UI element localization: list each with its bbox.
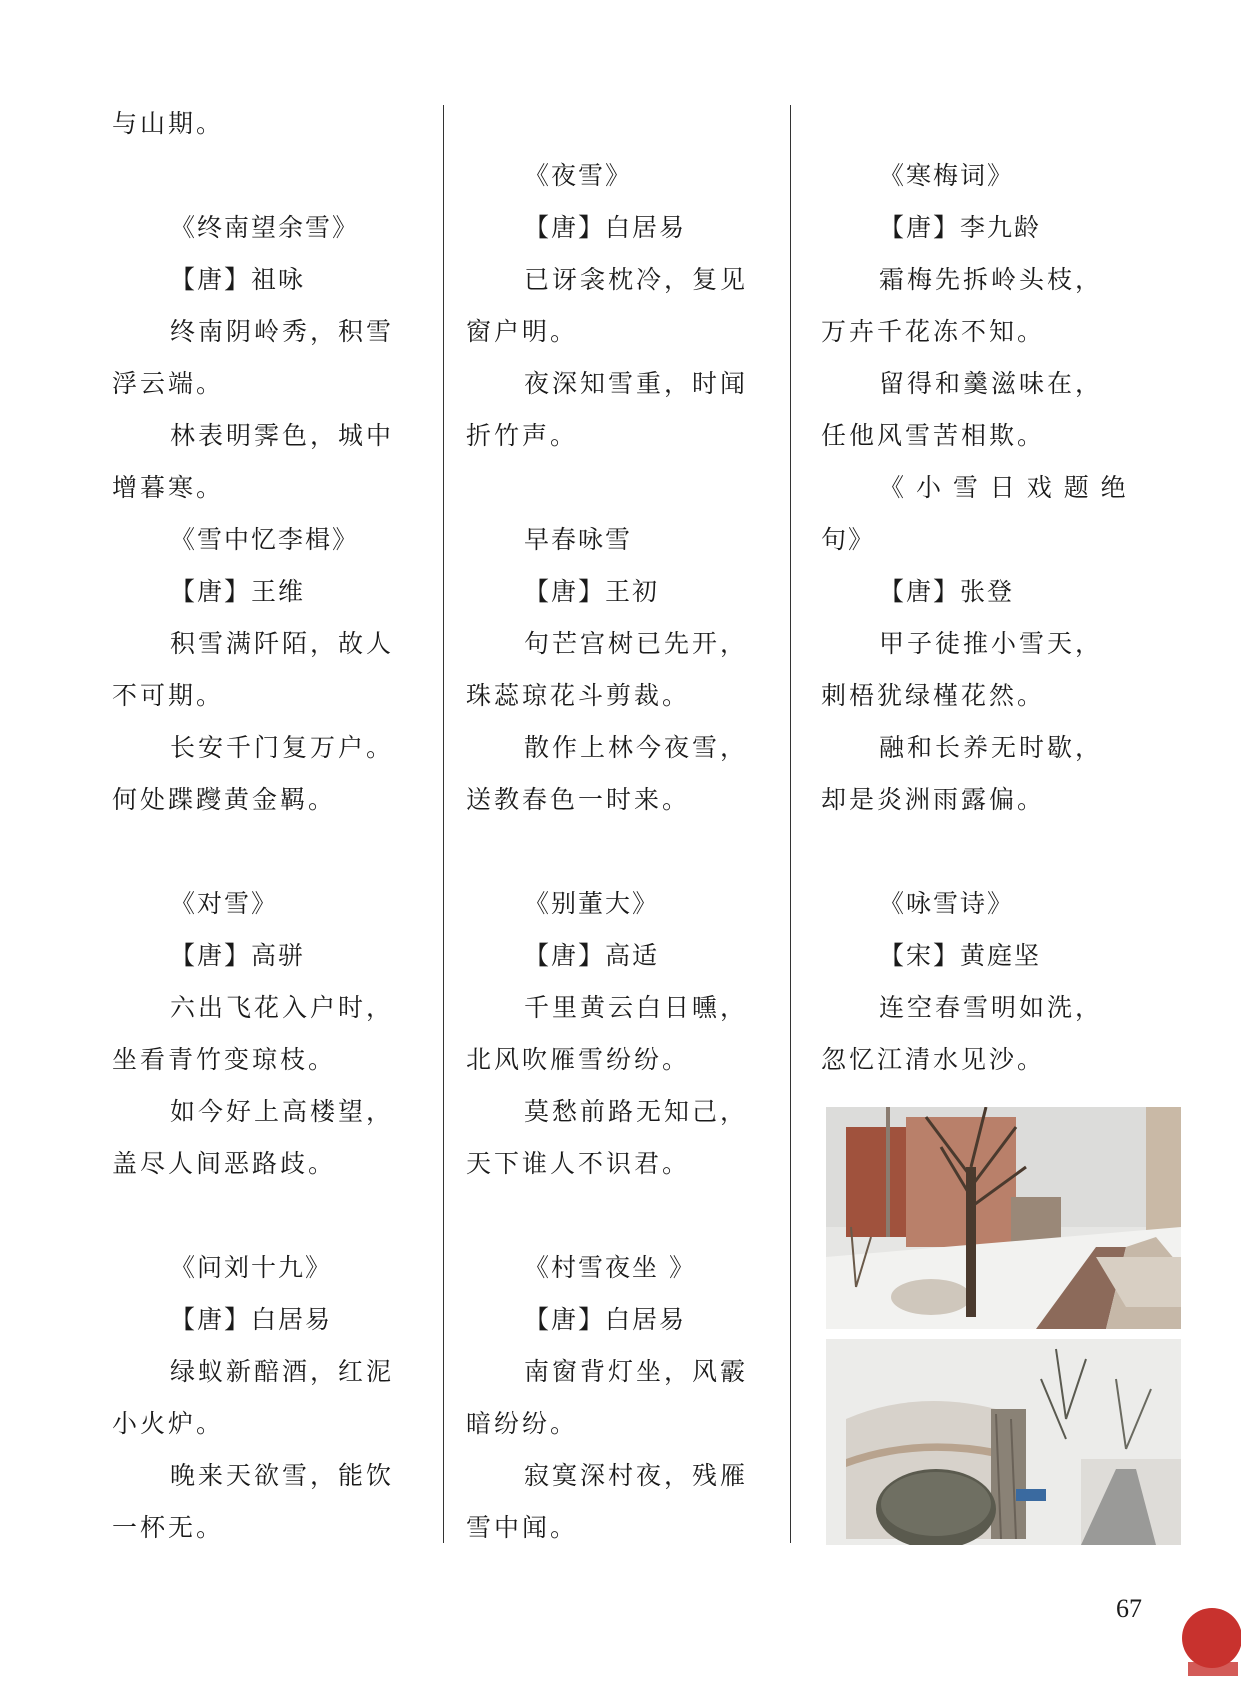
poem-line: 霜梅先拆岭头枝， xyxy=(879,265,1104,294)
poem-line: 天下谁人不识君。 xyxy=(466,1149,691,1178)
poem-line: 积雪满阡陌，故人 xyxy=(170,629,395,658)
poem-title: 《雪中忆李楫》 xyxy=(170,525,360,554)
column-2 xyxy=(466,98,768,1554)
poem-line: 连空春雪明如洗， xyxy=(879,993,1104,1022)
poem-line: 任他风雪苦相欺。 xyxy=(821,421,1046,450)
poem-author: 【唐】白居易 xyxy=(524,213,687,242)
poem-line: 忽忆江清水见沙。 xyxy=(821,1045,1046,1074)
text-line: 与山期。 xyxy=(112,109,225,138)
poem-line: 一杯无。 xyxy=(112,1513,225,1542)
poem-line: 终南阴岭秀，积雪 xyxy=(170,317,395,346)
poem-line: 雪中闻。 xyxy=(466,1513,579,1542)
poem-title: 《村雪夜坐 》 xyxy=(524,1253,696,1282)
poem-line: 林表明霁色，城中 xyxy=(170,421,395,450)
poem-author: 【唐】王维 xyxy=(170,577,306,606)
poem-line: 夜深知雪重，时闻 xyxy=(524,369,749,398)
poem-line: 句芒宫树已先开， xyxy=(524,629,749,658)
snow-courtyard-photo xyxy=(826,1107,1181,1329)
poem-author: 【唐】祖咏 xyxy=(170,265,306,294)
poem-author: 【唐】李九龄 xyxy=(879,213,1042,242)
poem-line: 绿蚁新醅酒，红泥 xyxy=(170,1357,395,1386)
poem-title: 《对雪》 xyxy=(170,889,279,918)
poem-line: 送教春色一时来。 xyxy=(466,785,691,814)
poem-line: 窗户明。 xyxy=(466,317,579,346)
snow-building-photo xyxy=(826,1339,1181,1545)
poem-line: 盖尽人间恶路歧。 xyxy=(112,1149,337,1178)
poem-author: 【唐】高骈 xyxy=(170,941,306,970)
poem-line: 已讶衾枕冷，复见 xyxy=(524,265,749,294)
seal-icon xyxy=(1178,1600,1241,1684)
column-1 xyxy=(112,98,417,1554)
poem-line: 千里黄云白日曛， xyxy=(524,993,749,1022)
poem-title: 《夜雪》 xyxy=(524,161,633,190)
poem-line: 晚来天欲雪，能饮 xyxy=(170,1461,395,1490)
poem-title: 《咏雪诗》 xyxy=(879,889,1015,918)
snow-courtyard-image xyxy=(826,1107,1181,1329)
snow-building-image xyxy=(826,1339,1181,1545)
poem-line: 北风吹雁雪纷纷。 xyxy=(466,1045,691,1074)
poem-author: 【宋】黄庭坚 xyxy=(879,941,1042,970)
poem-line: 刺梧犹绿槿花然。 xyxy=(821,681,1046,710)
poem-line: 坐看青竹变琼枝。 xyxy=(112,1045,337,1074)
poem-line: 万卉千花冻不知。 xyxy=(821,317,1046,346)
poem-title: 早春咏雪 xyxy=(524,525,633,554)
poem-author: 【唐】张登 xyxy=(879,577,1015,606)
poem-line: 散作上林今夜雪， xyxy=(524,733,749,762)
column-3 xyxy=(821,98,1126,1086)
poem-line: 珠蕊琼花斗剪裁。 xyxy=(466,681,691,710)
poem-line: 小火炉。 xyxy=(112,1409,225,1438)
column-divider xyxy=(443,105,444,1543)
poem-line: 甲子徒推小雪天， xyxy=(879,629,1104,658)
poem-line: 增暮寒。 xyxy=(112,473,225,502)
poem-line: 不可期。 xyxy=(112,681,225,710)
poem-title: 《 小 雪 日 戏 题 绝 xyxy=(879,473,1128,502)
poem-author: 【唐】白居易 xyxy=(170,1305,333,1334)
poem-title: 《终南望余雪》 xyxy=(170,213,360,242)
poem-line: 如今好上高楼望， xyxy=(170,1097,395,1126)
poem-line: 长安千门复万户。 xyxy=(170,733,395,762)
poem-line: 折竹声。 xyxy=(466,421,579,450)
poem-line: 暗纷纷。 xyxy=(466,1409,579,1438)
poem-line: 莫愁前路无知己， xyxy=(524,1097,749,1126)
poem-line: 融和长养无时歇， xyxy=(879,733,1104,762)
poem-line: 六出飞花入户时， xyxy=(170,993,395,1022)
poem-title: 《寒梅词》 xyxy=(879,161,1015,190)
poem-author: 【唐】高适 xyxy=(524,941,660,970)
poem-line: 浮云端。 xyxy=(112,369,225,398)
poem-line: 寂寞深村夜，残雁 xyxy=(524,1461,749,1490)
page-number: 67 xyxy=(1116,1594,1142,1623)
poem-title: 《问刘十九》 xyxy=(170,1253,333,1282)
poem-line: 留得和羹滋味在， xyxy=(879,369,1104,398)
poem-title: 《别董大》 xyxy=(524,889,660,918)
poem-title: 句》 xyxy=(821,525,876,554)
poem-author: 【唐】王初 xyxy=(524,577,660,606)
poem-line: 却是炎洲雨露偏。 xyxy=(821,785,1046,814)
watermark-logo xyxy=(1178,1600,1241,1684)
poem-author: 【唐】白居易 xyxy=(524,1305,687,1334)
poem-line: 南窗背灯坐，风霰 xyxy=(524,1357,749,1386)
poem-line: 何处蹀躞黄金羁。 xyxy=(112,785,337,814)
column-divider xyxy=(790,105,791,1543)
